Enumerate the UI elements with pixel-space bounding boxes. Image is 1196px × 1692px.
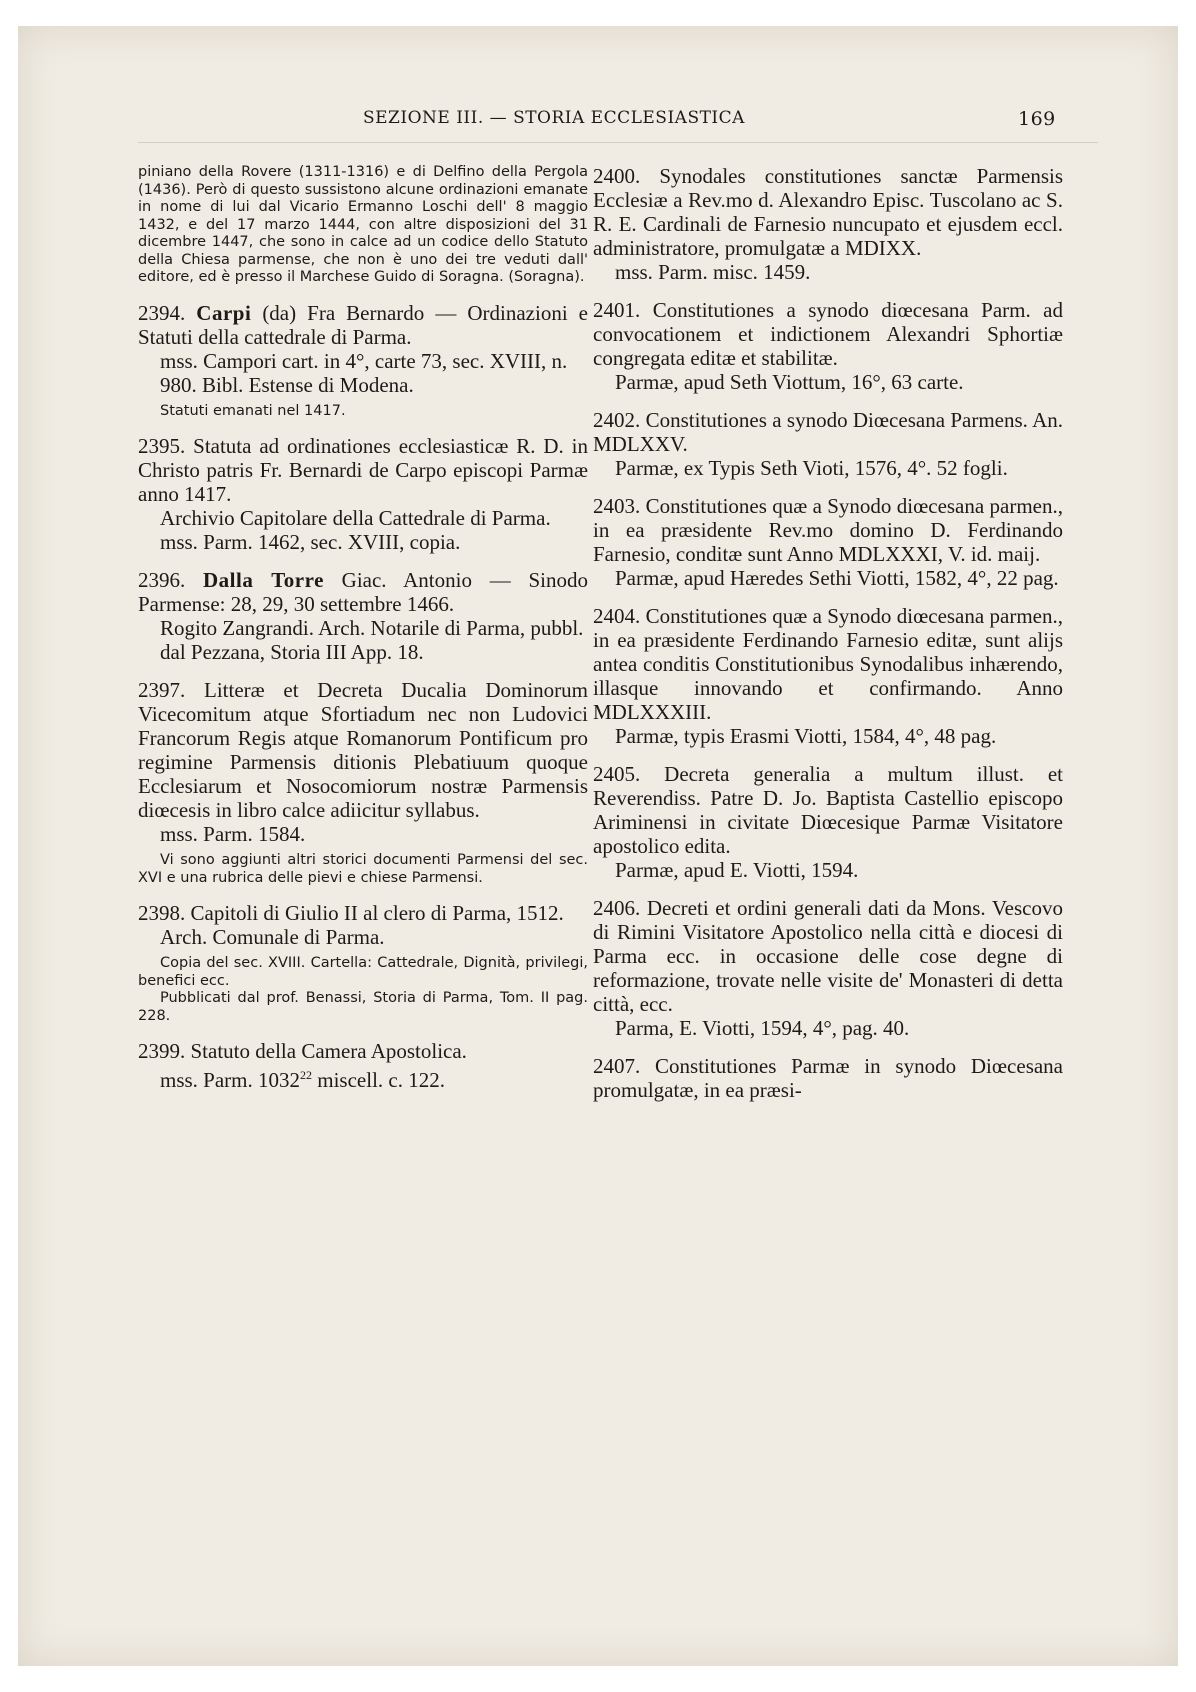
book-page <box>18 26 1178 1666</box>
entry-note: Pubblicati dal prof. Benassi, Storia di Parma, Tom. II pag. 228. <box>138 990 588 1024</box>
entry-2396 <box>138 568 588 664</box>
entry-author: Dalla Torre <box>203 568 324 592</box>
entry-imprint: Parmæ, apud E. Viotti, 1594. <box>615 858 859 882</box>
entry-number: 2406. <box>593 896 641 920</box>
shelfmark-superscript: 22 <box>300 1068 313 1082</box>
entry-shelfmark: mss. Parm. misc. 1459. <box>615 260 811 284</box>
entry-location: Archivio Capitolare della Cattedrale di Parma. <box>160 506 551 530</box>
entry-shelfmark <box>138 1063 588 1092</box>
entry-imprint: Parmæ, typis Erasmi Viotti, 1584, 4°, 48 pag. <box>615 724 997 748</box>
entry-2394 <box>138 301 588 421</box>
entry-title: Constitutiones quæ a Synodo diœcesana parmen., in ea præsidente Ferdinando Farnesio editæ, sunt alijs antea conditis Constitutionibus Synodalibus inhærendo, illasque innovando et confirmando. Anno MDLXXXIII. <box>593 604 1063 724</box>
entry-note: Statuti emanati nel 1417. <box>160 402 346 419</box>
left-column <box>138 164 588 1092</box>
shelfmark-tail: miscell. c. 122. <box>312 1068 445 1092</box>
entry-2395 <box>138 434 588 554</box>
running-header <box>18 108 1178 138</box>
entry-title: Constitutiones quæ a Synodo diœcesana parmen., in ea præsidente Rev.mo domino D. Ferdinando Farnesio, conditæ sunt Anno MDLXXXI, V. id. maij. <box>593 494 1063 566</box>
entry-title: Giac. Antonio — Sinodo Parmense: 28, 29, 30 settembre 1466. <box>138 568 589 616</box>
intro-paragraph: piniano della Rovere (1311-1316) e di Delfino della Pergola (1436). Però di questo sussistono alcune ordinazioni emanate in nome di lui dal Vicario Ermanno Loschi dell' 8 maggio 1432, e del 17 marzo 1444, con altre disposizioni del 31 dicembre 1447, che sono in calce ad un codice dello Statuto della Chiesa parmense, che non è uno dei tre veduti dall' editore, ed è presso il Marchese Guido di Soragna. (Soragna). <box>138 164 588 285</box>
entry-number: 2397. <box>138 678 186 702</box>
entry-number: 2407. <box>593 1054 641 1078</box>
entry-number: 2403. <box>593 494 641 518</box>
entry-title: Statuta ad ordinationes ecclesiasticæ R. D. in Christo patris Fr. Bernardi de Carpo episcopi Parmæ anno 1417. <box>138 434 589 506</box>
entry-location: mss. Campori cart. in 4°, carte 73, sec. XVIII, n. 980. Bibl. Estense di Modena. <box>160 348 568 397</box>
header-rule <box>138 142 1098 143</box>
entry-number: 2396. <box>138 568 186 592</box>
entry-imprint: Parma, E. Viotti, 1594, 4°, pag. 40. <box>615 1016 910 1040</box>
entry-imprint: Parmæ, apud Seth Viottum, 16°, 63 carte. <box>615 370 964 394</box>
entry-2404 <box>593 604 1063 748</box>
entry-2399 <box>138 1039 588 1092</box>
entry-shelfmark: mss. Parm. 1584. <box>160 822 306 846</box>
entry-location: Rogito Zangrandi. Arch. Notarile di Parma, pubbl. dal Pezzana, Storia III App. 18. <box>160 616 584 664</box>
entry-number: 2399. <box>138 1039 186 1063</box>
entry-number: 2405. <box>593 762 641 786</box>
entry-number: 2394. <box>138 300 186 325</box>
entry-title: Litteræ et Decreta Ducalia Dominorum Vicecomitum atque Sfortiadum nec non Ludovici Francorum Regis atque Romanorum Pontificum pro regimine Parmensis ditionis Plebatiuum quoque Ecclesiarum et Nosocomiorum nostræ Parmensis diœcesis in libro calce adiicitur syllabus. <box>138 678 589 822</box>
entry-2405 <box>593 762 1063 882</box>
entry-2398 <box>138 901 588 1025</box>
right-column <box>593 164 1063 1102</box>
entry-number: 2395. <box>138 434 186 458</box>
section-title: SEZIONE III. — STORIA ECCLESIASTICA <box>363 108 745 128</box>
entry-title: Constitutiones Parmæ in synodo Diœcesana promulgatæ, in ea præsi- <box>593 1054 1064 1102</box>
entry-shelfmark: mss. Parm. 1462, sec. XVIII, copia. <box>160 530 461 554</box>
entry-note: Copia del sec. XVIII. Cartella: Cattedrale, Dignità, privilegi, benefici ecc. <box>138 955 588 989</box>
entry-title: Constitutiones a synodo Diœcesana Parmens. An. MDLXXV. <box>593 408 1063 456</box>
entry-title: Constitutiones a synodo diœcesana Parm. ad convocationem et indictionem Alexandri Sphortiæ congregata editæ et stabilitæ. <box>593 298 1064 370</box>
entry-author: Carpi <box>196 300 252 325</box>
entry-number: 2400. <box>593 164 641 188</box>
entry-title: Statuto della Camera Apostolica. <box>190 1039 467 1063</box>
entry-title: (da) Fra Bernardo — Ordinazioni e Statuti della cattedrale di Parma. <box>138 300 589 349</box>
entry-location: Arch. Comunale di Parma. <box>160 925 385 949</box>
entry-imprint: Parmæ, apud Hæredes Sethi Viotti, 1582, 4°, 22 pag. <box>615 566 1059 590</box>
entry-title: Decreti et ordini generali dati da Mons. Vescovo di Rimini Visitatore Apostolico nella città e diocesi di Parma ecc. in occasione delle cose degne di reformazione, trovate nelle visite de' Monasteri di detta città, ecc. <box>593 896 1063 1016</box>
entry-imprint: Parmæ, ex Typis Seth Vioti, 1576, 4°. 52 fogli. <box>615 456 1008 480</box>
entry-number: 2402. <box>593 408 641 432</box>
entry-number: 2401. <box>593 298 641 322</box>
entry-2400 <box>593 164 1063 284</box>
entry-note: Vi sono aggiunti altri storici documenti Parmensi del sec. XVI e una rubrica delle pievi e chiese Parmensi. <box>138 852 588 886</box>
page-number: 169 <box>1018 108 1056 130</box>
entry-number: 2398. <box>138 901 186 925</box>
entry-2406 <box>593 896 1063 1040</box>
entry-title: Synodales constitutiones sanctæ Parmensis Ecclesiæ a Rev.mo d. Alexandro Episc. Tuscolano ac S. R. E. Cardinali de Farnesio nuncupato et ejusdem eccl. administratore, promulgatæ a MDIXX. <box>593 164 1063 260</box>
entry-title: Capitoli di Giulio II al clero di Parma, 1512. <box>190 901 564 925</box>
entry-2397 <box>138 678 588 887</box>
entry-2402 <box>593 408 1063 480</box>
entry-title: Decreta generalia a multum illust. et Reverendiss. Patre D. Jo. Baptista Castellio episcopo Ariminensi in civitate Diœcesique Parmæ Visitatore apostolico edita. <box>593 762 1064 858</box>
entry-number: 2404. <box>593 604 641 628</box>
entry-2401 <box>593 298 1063 394</box>
entry-2403 <box>593 494 1063 590</box>
entry-2407 <box>593 1054 1063 1102</box>
shelfmark-base: mss. Parm. 1032 <box>160 1068 301 1092</box>
